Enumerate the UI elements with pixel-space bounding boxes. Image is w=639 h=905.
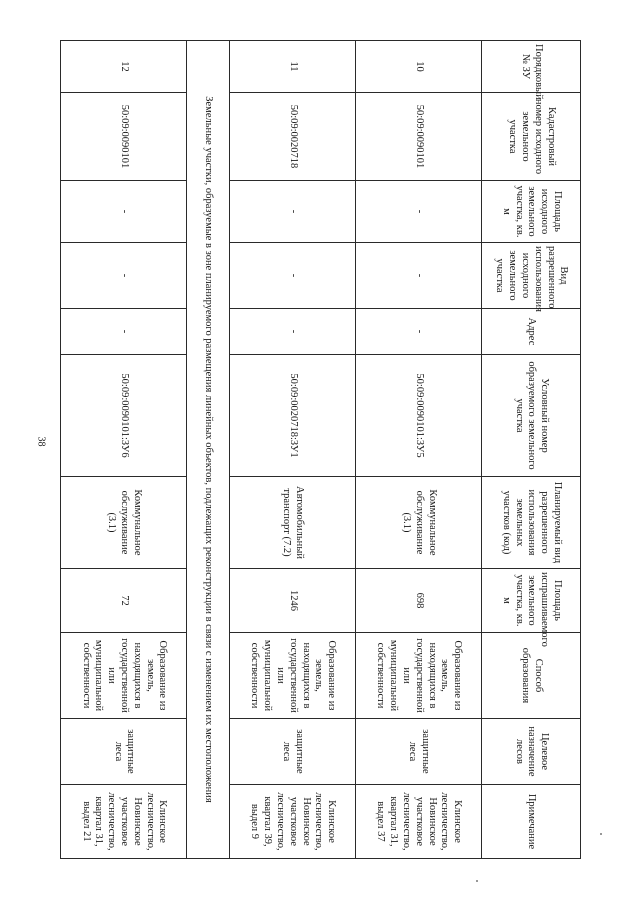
section-row xyxy=(187,41,230,859)
conditional-number: 50:09:0090101:ЗУ6 xyxy=(61,355,187,477)
rotated-table-frame xyxy=(60,40,581,858)
table-row xyxy=(229,41,355,859)
header-cell: Примечание xyxy=(481,785,580,859)
row-number: 11 xyxy=(229,41,355,93)
note: Клинское лесничество, Новинское участковое лесничество, квартал 39, выдел 9 xyxy=(229,785,355,859)
conditional-number: 50:09:0020718:ЗУ1 xyxy=(229,355,355,477)
table-container xyxy=(60,40,581,858)
source-permitted-use: - xyxy=(229,243,355,309)
header-row xyxy=(481,41,580,859)
forest-purpose: защитные леса xyxy=(229,719,355,785)
source-permitted-use: - xyxy=(355,243,481,309)
header-cell: Способ образования xyxy=(481,633,580,719)
row-number: 12 xyxy=(61,41,187,93)
header-cell: Целевое назначение лесов xyxy=(481,719,580,785)
address: - xyxy=(61,309,187,355)
source-area: - xyxy=(355,181,481,243)
land-plots-table xyxy=(60,40,581,859)
formation-method: Образование из земель, находящихся в государственной или муниципальной собственности xyxy=(229,633,355,719)
note: Клинское лесничество, Новинское участковое лесничество, квартал 31, выдел 21 xyxy=(61,785,187,859)
note: Клинское лесничество, Новинское участковое лесничество, квартал 31, выдел 37 xyxy=(355,785,481,859)
formation-method: Образование из земель, находящихся в государственной или муниципальной собственности xyxy=(61,633,187,719)
table-row xyxy=(355,41,481,859)
forest-purpose: защитные леса xyxy=(355,719,481,785)
scan-speck xyxy=(600,833,602,835)
source-area: - xyxy=(61,181,187,243)
header-cell: Вид разрешенного использования исходного земельного участка xyxy=(481,243,580,309)
header-cell: Порядковый № ЗУ xyxy=(481,41,580,93)
page-number: 38 xyxy=(35,436,47,447)
planned-permitted-use: Коммунальное обслуживание (3.1) xyxy=(61,477,187,569)
source-area: - xyxy=(229,181,355,243)
header-cell: Адрес xyxy=(481,309,580,355)
header-cell: Кадастровый номер исходного земельного участка xyxy=(481,93,580,181)
table-row xyxy=(61,41,187,859)
header-cell: Условный номер образуемого земельного участка xyxy=(481,355,580,477)
row-number: 10 xyxy=(355,41,481,93)
cadastral-number: 50:09:0090101 xyxy=(355,93,481,181)
header-cell: Площадь испрашиваемого земельного участка, кв. м xyxy=(481,569,580,633)
address: - xyxy=(229,309,355,355)
formation-method: Образование из земель, находящихся в государственной или муниципальной собственности xyxy=(355,633,481,719)
cadastral-number: 50:09:0020718 xyxy=(229,93,355,181)
header-cell: Планируемый вид разрешенного использования земельных участков (код) xyxy=(481,477,580,569)
conditional-number: 50:09:0090101:ЗУ5 xyxy=(355,355,481,477)
planned-permitted-use: Автомобильный транспорт (7.2) xyxy=(229,477,355,569)
planned-permitted-use: Коммунальное обслуживание (3.1) xyxy=(355,477,481,569)
requested-area: 698 xyxy=(355,569,481,633)
address: - xyxy=(355,309,481,355)
requested-area: 72 xyxy=(61,569,187,633)
source-permitted-use: - xyxy=(61,243,187,309)
header-cell: Площадь исходного земельного участка, кв. м xyxy=(481,181,580,243)
requested-area: 1246 xyxy=(229,569,355,633)
scan-speck xyxy=(476,880,478,882)
cadastral-number: 50:09:0090101 xyxy=(61,93,187,181)
forest-purpose: защитные леса xyxy=(61,719,187,785)
section-title: Земельные участки, образуемые в зоне планируемого размещения линейных объектов, подлежащих реконструкции в связи с изменением их местоположения xyxy=(187,41,230,859)
